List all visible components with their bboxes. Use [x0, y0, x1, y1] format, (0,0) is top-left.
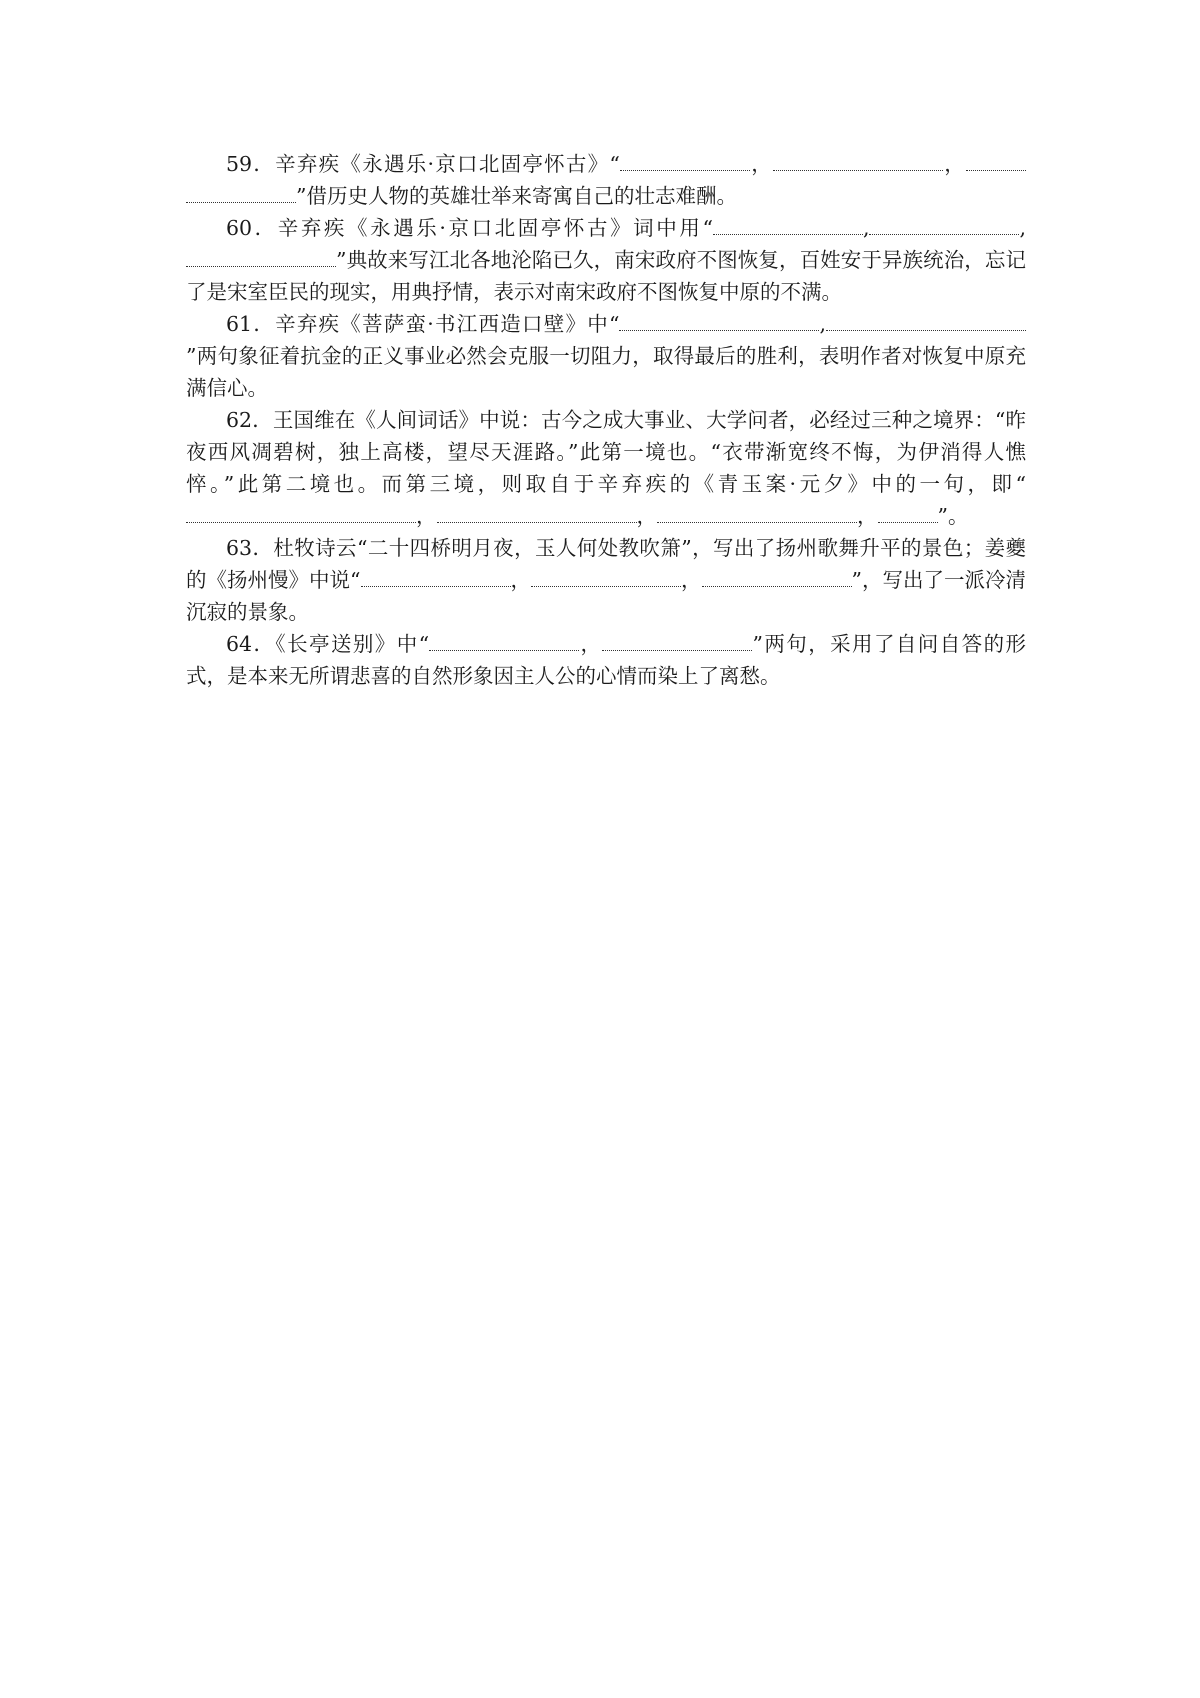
answer-blank[interactable] — [186, 246, 336, 267]
answer-blank[interactable] — [869, 214, 1019, 235]
answer-blank[interactable] — [713, 214, 863, 235]
question-62-text-end: ”。 — [937, 504, 969, 528]
punct-comma: , — [1019, 216, 1026, 240]
punct-comma: , — [862, 216, 870, 240]
question-59-text-end: ”借历史人物的英雄壮举来寄寓自己的壮志难酬。 — [296, 184, 737, 208]
punct-comma: ， — [636, 504, 657, 528]
answer-blank[interactable] — [437, 502, 637, 523]
answer-blank[interactable] — [878, 502, 938, 523]
punct-comma: ， — [942, 152, 967, 176]
punct-comma: ， — [857, 504, 878, 528]
answer-blank[interactable] — [773, 150, 943, 171]
answer-blank[interactable] — [702, 566, 852, 587]
question-64 — [186, 628, 1026, 692]
question-63-text-end: ”，写出了一派冷清沉寂的景象。 — [186, 568, 1027, 624]
punct-comma: ， — [681, 568, 702, 592]
question-63 — [186, 532, 1026, 628]
document-page — [186, 148, 1026, 692]
answer-blank[interactable] — [186, 182, 296, 203]
question-61 — [186, 308, 1026, 404]
question-62-text-start: 62．王国维在《人间词话》中说：古今之成大事业、大学问者，必经过三种之境界：“昨夜西风凋碧树，独上高楼，望尽天涯路。”此第一境也。“衣带渐宽终不悔，为伊消得人憔悴。”此第二境也。而第三境，则取自于辛弃疾的《青玉案·元夕》中的一句，即“ — [186, 408, 1026, 496]
question-59-text-start: 59．辛弃疾《永遇乐·京口北固亭怀古》“ — [226, 152, 620, 176]
answer-blank[interactable] — [620, 150, 750, 171]
answer-blank[interactable] — [657, 502, 857, 523]
question-63-text-start: 63．杜牧诗云“二十四桥明月夜，玉人何处教吹箫”，写出了扬州歌舞升平的景色；姜夔的《扬州慢》中说“ — [186, 536, 1026, 592]
question-60-text-end: ”典故来写江北各地沦陷已久，南宋政府不图恢复，百姓安于异族统治，忘记了是宋室臣民的现实，用典抒情，表示对南宋政府不图恢复中原的不满。 — [186, 248, 1026, 304]
question-61-text-end: ”两句象征着抗金的正义事业必然会克服一切阻力，取得最后的胜利，表明作者对恢复中原充满信心。 — [186, 344, 1026, 400]
answer-blank[interactable] — [429, 630, 579, 651]
punct-comma: ， — [579, 632, 603, 656]
punct-comma: ， — [416, 504, 437, 528]
question-60 — [186, 212, 1026, 308]
question-59 — [186, 148, 1026, 212]
question-60-text-start: 60．辛弃疾《永遇乐·京口北固亭怀古》词中用“ — [226, 216, 713, 240]
question-64-text-end: ”两句，采用了自问自答的形式，是本来无所谓悲喜的自然形象因主人公的心情而染上了离愁。 — [186, 632, 1026, 688]
answer-blank[interactable] — [619, 310, 819, 331]
answer-blank[interactable] — [186, 502, 416, 523]
answer-blank[interactable] — [531, 566, 681, 587]
punct-comma: ， — [749, 152, 773, 176]
question-62 — [186, 404, 1026, 532]
answer-blank[interactable] — [966, 150, 1026, 171]
question-64-text-start: 64．《长亭送别》中“ — [226, 632, 430, 656]
punct-comma: , — [819, 312, 826, 336]
punct-comma: ， — [510, 568, 532, 592]
question-61-text-start: 61．辛弃疾《菩萨蛮·书江西造口壁》中“ — [226, 312, 620, 336]
answer-blank[interactable] — [826, 310, 1026, 331]
answer-blank[interactable] — [602, 630, 752, 651]
answer-blank[interactable] — [361, 566, 511, 587]
